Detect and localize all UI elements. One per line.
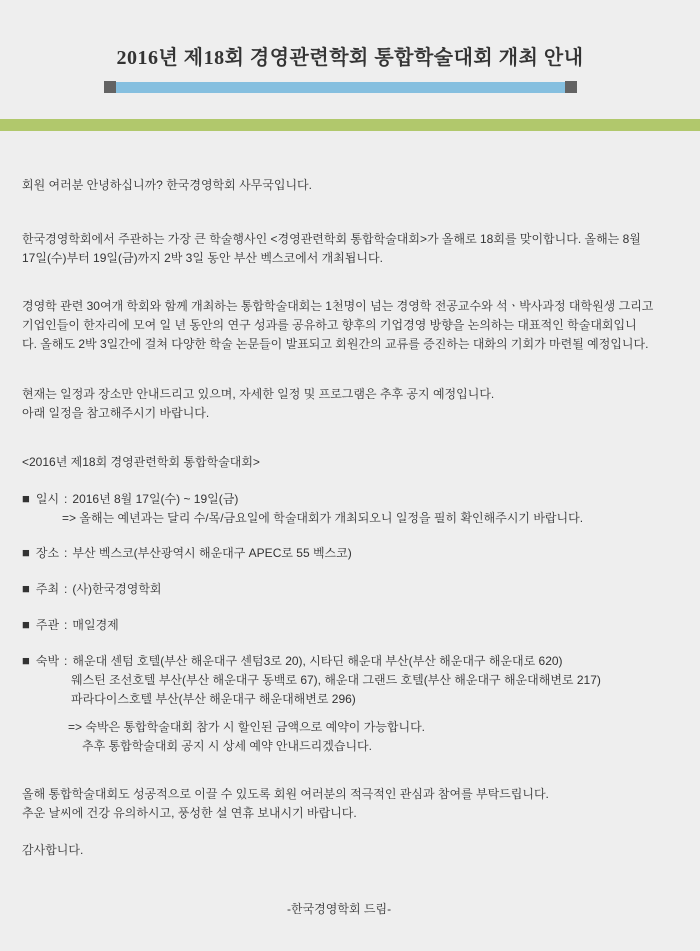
item-label: 일시 bbox=[35, 492, 60, 506]
text-line: 다. 올해도 2박 3일간에 걸쳐 다양한 학술 논문들이 발표되고 회원간의 교류를 증진하는 대화의 기회가 마련될 예정입니다. bbox=[22, 337, 649, 351]
event-heading: <2016년 제18회 경영관련학회 통합학술대회> bbox=[22, 455, 260, 469]
schedule-line bbox=[22, 651, 682, 671]
bullet-square-icon: ■ bbox=[22, 653, 30, 668]
text-line: 추운 날씨에 건강 유의하시고, 풍성한 설 연휴 보내시기 바랍니다. bbox=[22, 806, 357, 820]
bar-right-end-square bbox=[565, 81, 577, 93]
schedule-item-datetime bbox=[22, 489, 682, 528]
lodging-notes bbox=[22, 718, 682, 756]
title-underline-bar bbox=[104, 81, 577, 93]
schedule-item-organizer bbox=[22, 615, 682, 635]
text-line: 경영학 관련 30여개 학회와 함께 개최하는 통합학술대회는 1천명이 넘는 경영학 전공교수와 석ㆍ박사과정 대학원생 그리고 bbox=[22, 299, 654, 313]
item-separator: : bbox=[64, 654, 68, 668]
lodging-note-line: => 숙박은 통합학술대회 참가 시 할인된 금액으로 예약이 가능합니다. bbox=[68, 720, 426, 734]
schedule-item-venue bbox=[22, 543, 682, 563]
lodging-note-line: 추후 통합학술대회 공지 시 상세 예약 안내드리겠습니다. bbox=[82, 739, 372, 753]
text-line: 17일(수)부터 19일(금)까지 2박 3일 동안 부산 벡스코에서 개최됩니다. bbox=[22, 251, 383, 265]
blue-bar bbox=[116, 82, 565, 93]
intro-paragraph bbox=[22, 230, 682, 268]
item-value: (사)한국경영학회 bbox=[72, 582, 162, 596]
lodging-hotel-line: 파라다이스호텔 부산(부산 해운대구 해운대해변로 296) bbox=[71, 692, 356, 706]
notice-paragraph bbox=[22, 385, 682, 423]
bullet-square-icon: ■ bbox=[22, 491, 30, 506]
signature-line: -한국경영학회 드림- bbox=[287, 902, 392, 916]
item-value: 부산 벡스코(부산광역시 해운대구 APEC로 55 벡스코) bbox=[72, 546, 352, 560]
closing-paragraph bbox=[22, 785, 682, 823]
lodging-hotel-line: 웨스틴 조선호텔 부산(부산 해운대구 동백로 67), 해운대 그랜드 호텔(부산 해운대구 해운대해변로 217) bbox=[71, 673, 601, 687]
text-line: 아래 일정을 참고해주시기 바랍니다. bbox=[22, 406, 210, 420]
item-value: 매일경제 bbox=[72, 618, 119, 632]
item-label: 주관 bbox=[35, 618, 60, 632]
item-value: 해운대 센텀 호텔(부산 해운대구 센텀3로 20), 시타딘 해운대 부산(부산 해운대구 해운대로 620) bbox=[72, 654, 563, 668]
bar-left-end-square bbox=[104, 81, 116, 93]
item-separator: : bbox=[64, 546, 68, 560]
text-line: 기업인들이 한자리에 모여 일 년 동안의 연구 성과를 공유하고 향후의 기업경영 방향을 논의하는 대표적인 학술대회입니 bbox=[22, 318, 637, 332]
schedule-item-host bbox=[22, 579, 682, 599]
text-line: 한국경영학회에서 주관하는 가장 큰 학술행사인 <경영관련학회 통합학술대회>가 올해로 18회를 맞이합니다. 올해는 8월 bbox=[22, 232, 641, 246]
notice-body bbox=[0, 176, 700, 919]
greeting-line: 회원 여러분 안녕하십니까? 한국경영학회 사무국입니다. bbox=[22, 178, 312, 192]
green-divider-stripe bbox=[0, 119, 700, 131]
schedule-line bbox=[22, 489, 682, 509]
description-paragraph bbox=[22, 297, 682, 354]
item-value: 2016년 8월 17일(수) ~ 19일(금) bbox=[72, 492, 239, 506]
text-line: 올해 통합학술대회도 성공적으로 이끌 수 있도록 회원 여러분의 적극적인 관심과 참여를 부탁드립니다. bbox=[22, 787, 549, 801]
item-separator: : bbox=[64, 618, 68, 632]
bullet-square-icon: ■ bbox=[22, 617, 30, 632]
text-line: 현재는 일정과 장소만 안내드리고 있으며, 자세한 일정 및 프로그램은 추후 공지 예정입니다. bbox=[22, 387, 495, 401]
item-label: 주최 bbox=[35, 582, 60, 596]
bullet-square-icon: ■ bbox=[22, 581, 30, 596]
item-label: 숙박 bbox=[35, 654, 60, 668]
item-label: 장소 bbox=[35, 546, 60, 560]
thanks-line: 감사합니다. bbox=[22, 843, 84, 857]
item-separator: : bbox=[64, 582, 68, 596]
schedule-item-lodging bbox=[22, 651, 682, 756]
item-separator: : bbox=[64, 492, 68, 506]
page-title: 2016년 제18회 경영관련학회 통합학술대회 개최 안내 bbox=[116, 47, 584, 69]
bullet-square-icon: ■ bbox=[22, 545, 30, 560]
datetime-note: => 올해는 예년과는 달리 수/목/금요일에 학술대회가 개최되오니 일정을 필히 확인해주시기 바랍니다. bbox=[62, 511, 584, 525]
